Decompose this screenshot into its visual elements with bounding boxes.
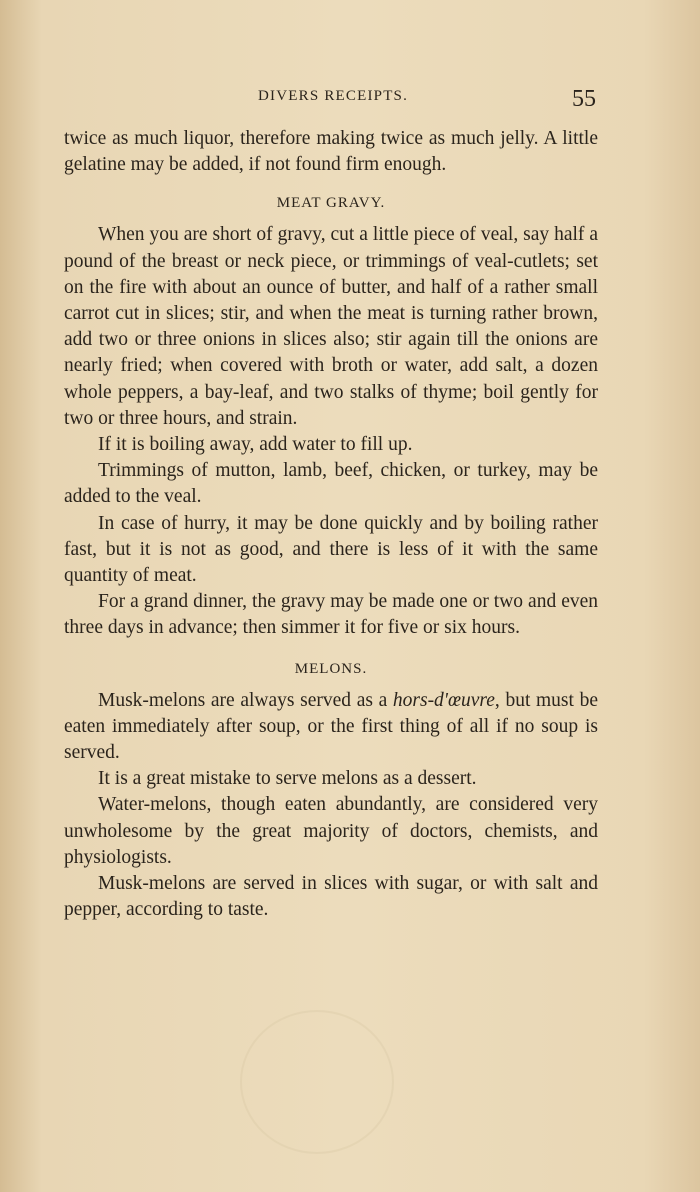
- paragraph: It is a great mistake to serve melons as a dessert.: [98, 768, 477, 790]
- paragraph: In case of hurry, it may be done quickly and by boiling rather fast, but it is not as good, and there is less of it with the same quantity of meat.: [64, 512, 598, 587]
- running-head: DIVERS RECEIPTS.: [258, 88, 409, 104]
- paragraph: For a grand dinner, the gravy may be made one or two and even three days in advance; then simmer it for five or six hours.: [64, 591, 598, 639]
- paragraph: Musk-melons are served in slices with sugar, or with salt and pepper, according to taste.: [64, 873, 598, 921]
- paragraph: Water-melons, though eaten abundantly, are considered very unwholesome by the great majority of doctors, chemists, and physiologists.: [64, 794, 598, 868]
- section-heading-melons: MELONS.: [294, 660, 368, 677]
- paragraph-text: , but must be eaten immediately after soup, or the first thing of all if no soup is served.: [64, 689, 598, 764]
- continuation-paragraph: twice as much liquor, therefore making twice as much jelly. A little gelatine may be added, if not found firm enough.: [64, 128, 598, 176]
- paragraph: Trimmings of mutton, lamb, beef, chicken, or turkey, may be added to the veal.: [64, 460, 598, 508]
- paragraph: When you are short of gravy, cut a little piece of veal, say half a pound of the breast or neck piece, or trimmings of veal-cutlets; set on the fire with about an ounce of butter, and half of a rather small carrot cut in slices; stir, and when the meat is turning rather brown, add two or three onions in slices also; stir again till the onions are nearly fried; when covered with broth or water, add salt, a dozen whole peppers, a bay-leaf, and two stalks of thyme; boil gently for two or three hours, and strain.: [64, 224, 598, 429]
- paragraph: If it is boiling away, add water to fill up.: [98, 434, 413, 456]
- page-number: 55: [572, 86, 596, 112]
- body-text: [64, 126, 598, 923]
- paragraph: [64, 688, 598, 767]
- paragraph-text: Musk-melons are always served as a: [98, 689, 393, 711]
- paper-stain: [240, 1010, 394, 1154]
- section-heading-meat-gravy: MEAT GRAVY.: [276, 195, 386, 212]
- italic-term: hors-d'œuvre: [392, 689, 495, 711]
